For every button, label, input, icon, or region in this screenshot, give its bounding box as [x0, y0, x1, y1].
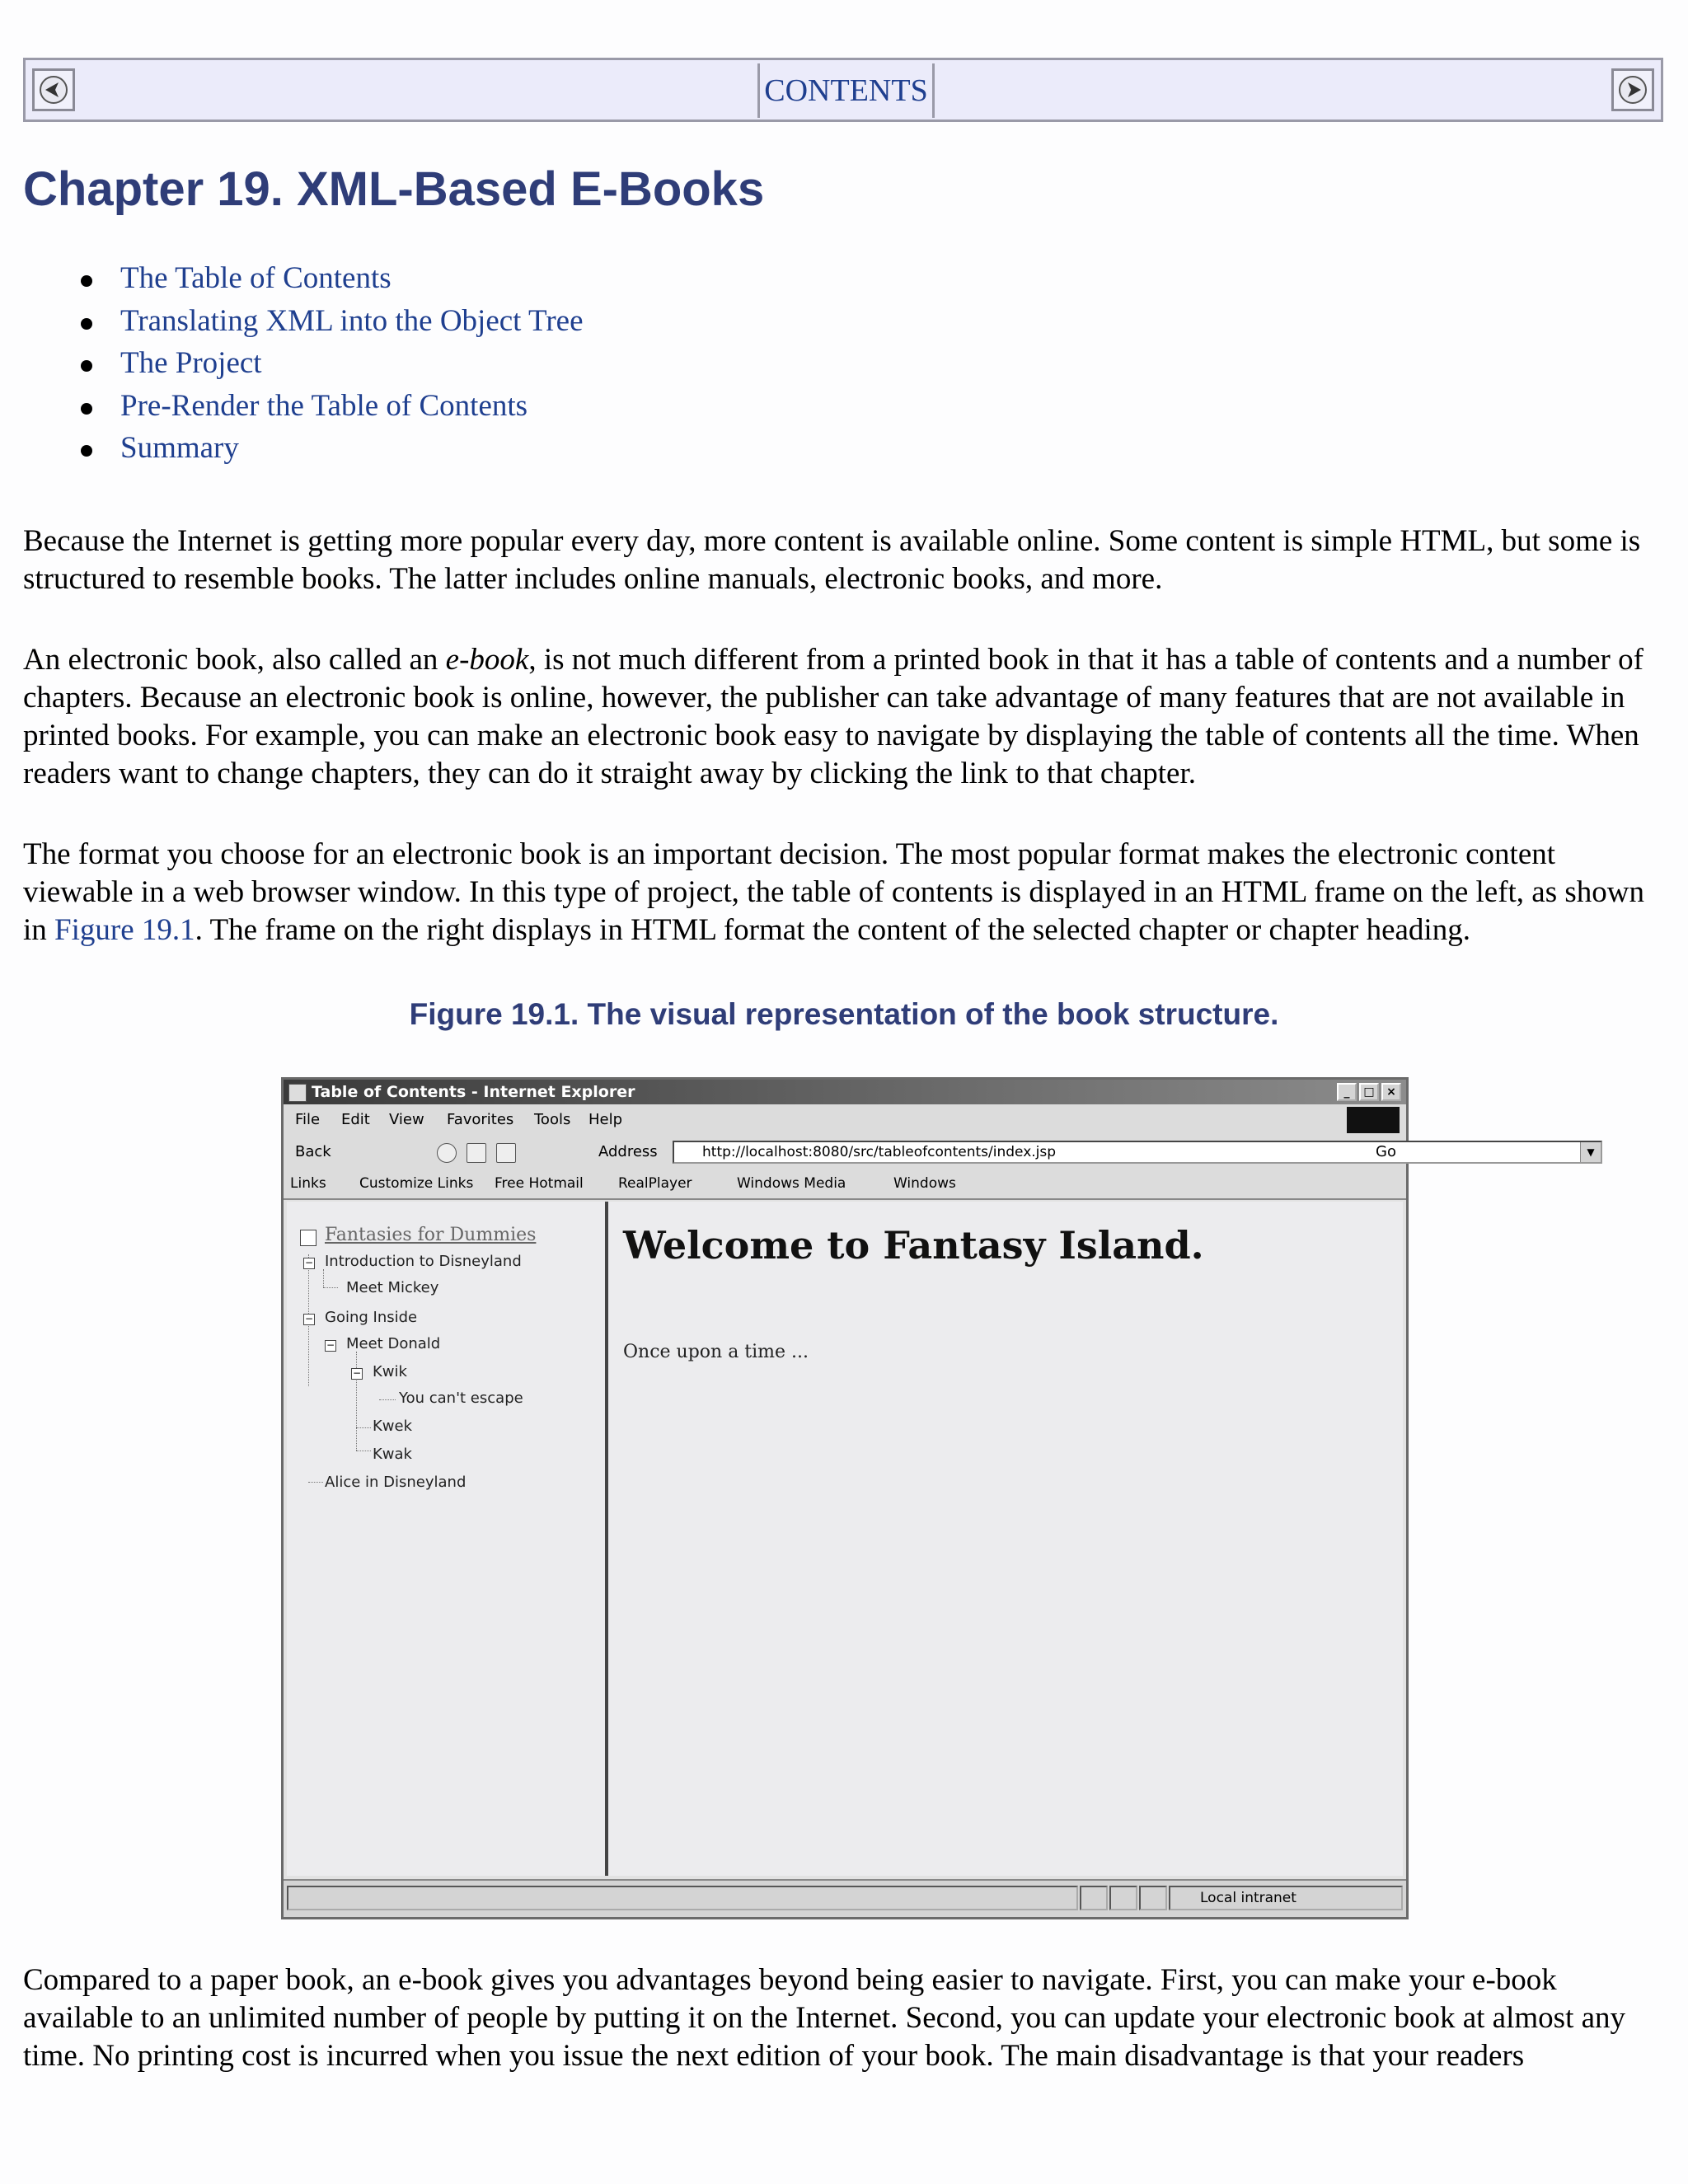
- content-text: Once upon a time ...: [623, 1342, 809, 1362]
- links-item: RealPlayer: [618, 1175, 692, 1192]
- emphasis-text: e-book: [445, 643, 529, 677]
- status-bar: [284, 1879, 1406, 1917]
- content-frame: [608, 1202, 1403, 1876]
- left-arrow-icon: [37, 73, 70, 106]
- tree-connector: [356, 1427, 371, 1428]
- figure-caption: Figure 19.1. The visual representation of the book structure.: [409, 997, 1279, 1031]
- menu-item: Edit: [341, 1111, 370, 1128]
- menu-item: Favorites: [447, 1111, 514, 1128]
- address-label: Address: [598, 1143, 658, 1160]
- chevron-down-icon: ▼: [1580, 1142, 1601, 1162]
- tree-item: You can't escape: [399, 1390, 523, 1407]
- links-item: Windows: [893, 1175, 956, 1192]
- tree-connector: [323, 1269, 324, 1287]
- list-item: [66, 305, 584, 348]
- paragraph-text: . The frame on the right displays in HTML format the content of the selected chapter or chapter heading.: [195, 913, 1470, 947]
- window-controls: [1337, 1083, 1401, 1101]
- collapse-icon: −: [304, 1313, 314, 1324]
- contents-link[interactable]: CONTENTS: [757, 63, 935, 118]
- list-item: [66, 262, 584, 305]
- tree-item: Introduction to Disneyland: [325, 1253, 522, 1270]
- paragraph: [23, 836, 1667, 949]
- toc-link[interactable]: Summary: [120, 431, 239, 465]
- tree-connector: [323, 1287, 338, 1288]
- paragraph: [23, 641, 1667, 793]
- back-button-label: Back: [295, 1143, 331, 1160]
- toc-frame: [287, 1202, 608, 1876]
- tree-connector: [356, 1352, 357, 1451]
- links-item: Windows Media: [737, 1175, 846, 1192]
- paragraph: Because the Internet is getting more popular every day, more content is available online. Some content is simple HTML, but some is structured to resemble books. The latter includes online manuals, electronic books, and more.: [23, 524, 1641, 596]
- links-item: Free Hotmail: [495, 1175, 584, 1192]
- toc-link[interactable]: Translating XML into the Object Tree: [120, 303, 584, 338]
- tree-connector: [379, 1399, 396, 1400]
- bullet-icon: [81, 360, 92, 372]
- standard-toolbar: [284, 1136, 1595, 1169]
- tree-item: Alice in Disneyland: [325, 1474, 467, 1491]
- links-item: Links: [290, 1175, 326, 1192]
- collapse-icon: −: [326, 1339, 335, 1351]
- tree-root: Fantasies for Dummies: [325, 1225, 537, 1245]
- bullet-icon: [81, 403, 92, 415]
- menu-item: File: [295, 1111, 321, 1128]
- menu-item: View: [389, 1111, 424, 1128]
- menu-item: Tools: [534, 1111, 571, 1128]
- refresh-icon: [467, 1143, 486, 1163]
- stop-icon: [437, 1143, 457, 1163]
- go-button-label: Go: [1376, 1143, 1396, 1160]
- address-url: http://localhost:8080/src/tableofcontents/index.jsp: [702, 1144, 1057, 1160]
- maximize-icon: □: [1359, 1083, 1379, 1101]
- status-segment: [1080, 1886, 1108, 1910]
- tree-item: Meet Mickey: [346, 1279, 439, 1296]
- status-text: Local intranet: [1200, 1890, 1296, 1906]
- navigation-bar: [23, 58, 1663, 122]
- paragraph-text: , is not much different from a printed book in that it has a table of contents and a number of chapters. Because an electronic book is online, however, the publisher can take advantage of many features that are not available in printed books. For example, you can make an electronic book easy to navigate by displaying the table of contents all the time. When readers want to change chapters, they can do it straight away by clicking the link to that chapter.: [23, 643, 1643, 790]
- list-item: [66, 347, 584, 390]
- previous-button[interactable]: [32, 68, 75, 111]
- window-titlebar: [284, 1080, 1406, 1104]
- address-field: [673, 1141, 1602, 1164]
- chapter-title: Chapter 19. XML-Based E-Books: [23, 162, 765, 216]
- ie-icon: [288, 1084, 307, 1102]
- paragraph-text: An electronic book, also called an: [23, 643, 446, 677]
- tree-item: Meet Donald: [346, 1335, 441, 1352]
- window-title: Table of Contents - Internet Explorer: [312, 1083, 635, 1101]
- tree-item: Kwak: [373, 1446, 412, 1463]
- toc-link[interactable]: The Table of Contents: [120, 261, 392, 295]
- toc-link[interactable]: Pre-Render the Table of Contents: [120, 388, 528, 423]
- section-list: [66, 262, 584, 475]
- status-segment: [287, 1886, 1078, 1910]
- minimize-icon: _: [1337, 1083, 1357, 1101]
- paragraph: Compared to a paper book, an e-book gives you advantages beyond being easier to navigate. First, you can make your e-book available to an unlimited number of people by putting it on the Internet. Second, you can update your electronic book at almost any time. No printing cost is incurred when you issue the next edition of your book. The main disadvantage is that your readers: [23, 1963, 1626, 2073]
- list-item: [66, 432, 584, 475]
- tree-item: Kwek: [373, 1418, 413, 1435]
- home-icon: [496, 1143, 516, 1163]
- figure-link[interactable]: Figure 19.1: [54, 913, 195, 947]
- bullet-icon: [81, 445, 92, 457]
- links-item: Customize Links: [359, 1175, 474, 1192]
- bullet-icon: [81, 275, 92, 287]
- status-segment: [1139, 1886, 1167, 1910]
- status-segment: [1109, 1886, 1137, 1910]
- tree-item: Going Inside: [325, 1309, 418, 1326]
- bullet-icon: [81, 318, 92, 330]
- menu-item: Help: [588, 1111, 623, 1128]
- collapse-icon: −: [304, 1257, 314, 1268]
- menu-bar: [284, 1104, 1406, 1137]
- paragraph-text: The format you choose for an electronic book is an important decision. The most popular format makes the electronic content viewable in a web browser window. In this type of project, the table of contents is displayed in an HTML frame on the left, as shown in: [23, 837, 1644, 947]
- collapse-icon: −: [352, 1367, 362, 1379]
- content-heading: Welcome to Fantasy Island.: [623, 1223, 1204, 1268]
- tree-item: Kwik: [373, 1363, 407, 1380]
- status-zone: [1169, 1886, 1403, 1910]
- next-button[interactable]: [1611, 68, 1654, 111]
- list-item: [66, 390, 584, 433]
- close-icon: ×: [1381, 1083, 1401, 1101]
- links-bar: [284, 1169, 1406, 1200]
- right-arrow-icon: [1616, 73, 1649, 106]
- book-icon: [300, 1230, 316, 1246]
- figure-screenshot: [281, 1077, 1595, 1919]
- windows-logo-icon: [1347, 1107, 1400, 1133]
- toc-link[interactable]: The Project: [120, 346, 262, 380]
- tree-connector: [308, 1482, 323, 1483]
